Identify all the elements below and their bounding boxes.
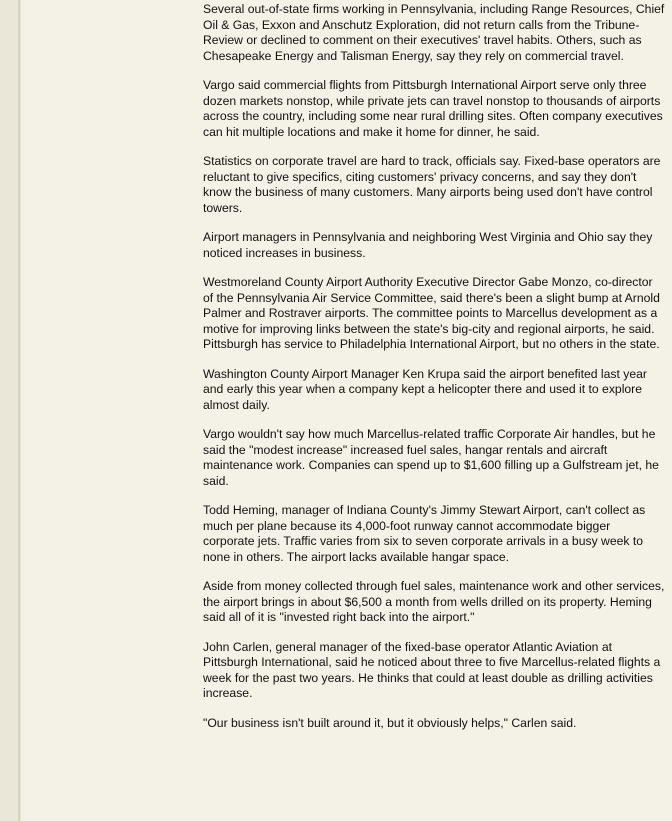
paragraph: Aside from money collected through fuel sales, maintenance work and other services, the airport brings in about $6,500 a month from wells drilled on its property. Heming said all of it is "invested right back into the airport." xyxy=(203,579,665,624)
paragraph: Todd Heming, manager of Indiana County's Jimmy Stewart Airport, can't collect as much per plane because its 4,000-foot runway cannot accommodate bigger corporate jets. Traffic varies from six to seven corporate arrivals in a busy week to none in others. The airport lacks available hangar space. xyxy=(203,503,646,564)
paragraph: Vargo wouldn't say how much Marcellus-related traffic Corporate Air handles, but he said the "modest increase" increased fuel sales, hangar rentals and aircraft maintenance work. Companies can spend up to $1,600 filling up a Gulfstream jet, he said. xyxy=(203,427,659,488)
paragraph: Airport managers in Pennsylvania and neighboring West Virginia and Ohio say they noticed increases in business. xyxy=(203,230,653,260)
article-body xyxy=(203,2,665,745)
paragraph: Statistics on corporate travel are hard to track, officials say. Fixed-base operators are reluctant to give specifics, citing customers' privacy concerns, and say they don't know the business of many customers. Many airports being used don't have control towers. xyxy=(203,154,661,215)
paragraph: Westmoreland County Airport Authority Executive Director Gabe Monzo, co-director of the Pennsylvania Air Service Committee, said there's been a slight bump at Arnold Palmer and Rostraver airports. The committee points to Marcellus development as a motive for improving links between the state's big-city and regional airports, he said. Pittsburgh has service to Philadelphia International Airport, but no others in the state. xyxy=(203,275,660,351)
paragraph: "Our business isn't built around it, but it obviously helps," Carlen said. xyxy=(203,715,577,730)
paragraph: Washington County Airport Manager Ken Krupa said the airport benefited last year and early this year when a company kept a helicopter there and used it to explore almost daily. xyxy=(203,366,647,412)
paragraph: Vargo said commercial flights from Pittsburgh International Airport serve only three dozen markets nonstop, while private jets can travel nonstop to thousands of airports across the country, including some near rural drilling sites. Often company executives can hit multiple locations and make it home for dinner, he said. xyxy=(203,78,663,139)
paragraph: John Carlen, general manager of the fixed-base operator Atlantic Aviation at Pittsburgh International, said he noticed about three to five Marcellus-related flights a week for the past two years. He thinks that could at least double as drilling activities increase. xyxy=(203,639,661,700)
left-margin-rule xyxy=(0,0,22,821)
paragraph: Several out-of-state firms working in Pennsylvania, including Range Resources, Chief Oil & Gas, Exxon and Anschutz Exploration, did not return calls from the Tribune-Review or declined to comment on their executives' travel habits. Others, such as Chesapeake Energy and Talisman Energy, say they rely on commercial travel. xyxy=(203,2,665,63)
